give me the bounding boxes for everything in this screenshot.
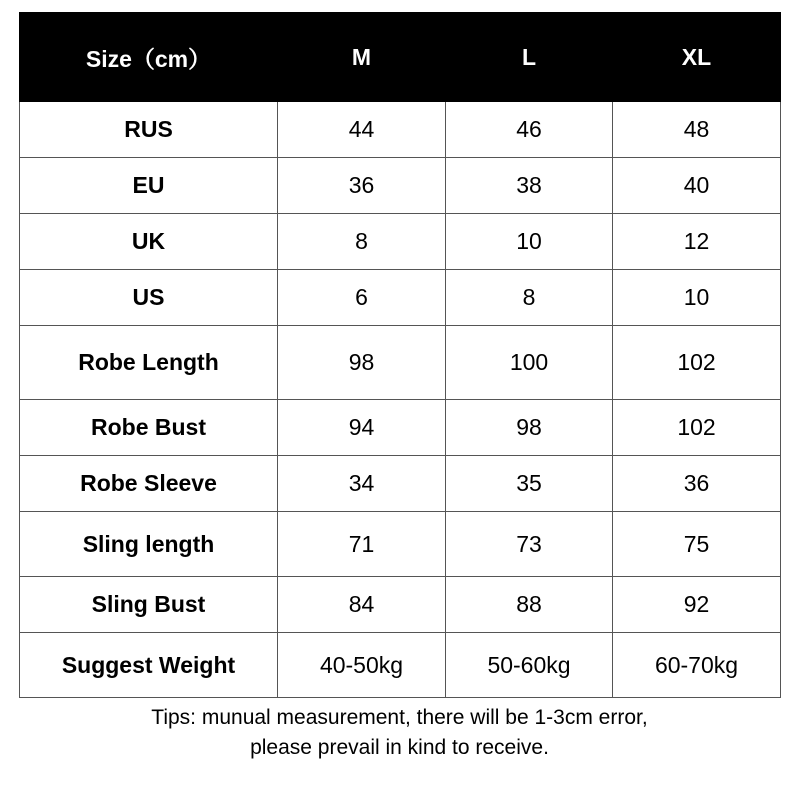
header-size-cm: Size（cm） — [20, 13, 278, 102]
table-cell: 102 — [613, 326, 781, 400]
table-cell: 50-60kg — [446, 633, 613, 698]
row-label-robe-sleeve: Robe Sleeve — [20, 456, 278, 512]
table-cell: 8 — [278, 214, 446, 270]
table-row — [20, 400, 781, 456]
header-size-l: L — [446, 13, 613, 102]
table-cell: 35 — [446, 456, 613, 512]
row-label-uk: UK — [20, 214, 278, 270]
table-cell: 10 — [613, 270, 781, 326]
table-row — [20, 270, 781, 326]
header-size-xl: XL — [613, 13, 781, 102]
table-cell: 92 — [613, 577, 781, 633]
table-cell: 71 — [278, 512, 446, 577]
table-cell: 48 — [613, 102, 781, 158]
table-cell: 36 — [613, 456, 781, 512]
row-label-robe-length: Robe Length — [20, 326, 278, 400]
table-cell: 94 — [278, 400, 446, 456]
table-cell: 44 — [278, 102, 446, 158]
size-chart-table — [19, 12, 781, 698]
table-cell: 100 — [446, 326, 613, 400]
row-label-sling-bust: Sling Bust — [20, 577, 278, 633]
row-label-sling-length: Sling length — [20, 512, 278, 577]
table-cell: 102 — [613, 400, 781, 456]
table-cell: 12 — [613, 214, 781, 270]
table-cell: 40-50kg — [278, 633, 446, 698]
table-cell: 46 — [446, 102, 613, 158]
table-header-row — [20, 13, 781, 102]
table-cell: 36 — [278, 158, 446, 214]
table-cell: 6 — [278, 270, 446, 326]
table-cell: 10 — [446, 214, 613, 270]
table-row — [20, 102, 781, 158]
table-cell: 84 — [278, 577, 446, 633]
table-cell: 8 — [446, 270, 613, 326]
measurement-tips — [19, 703, 780, 763]
table-cell: 34 — [278, 456, 446, 512]
table-row — [20, 456, 781, 512]
table-cell: 98 — [446, 400, 613, 456]
table-cell: 88 — [446, 577, 613, 633]
row-label-us: US — [20, 270, 278, 326]
table-cell: 75 — [613, 512, 781, 577]
table-cell: 98 — [278, 326, 446, 400]
table-row — [20, 214, 781, 270]
table-row — [20, 326, 781, 400]
table-cell: 40 — [613, 158, 781, 214]
row-label-robe-bust: Robe Bust — [20, 400, 278, 456]
table-row — [20, 633, 781, 698]
row-label-rus: RUS — [20, 102, 278, 158]
header-size-m: M — [278, 13, 446, 102]
table-cell: 38 — [446, 158, 613, 214]
table-row — [20, 577, 781, 633]
table-row — [20, 512, 781, 577]
tips-line-2: please prevail in kind to receive. — [250, 736, 549, 759]
row-label-suggest-weight: Suggest Weight — [20, 633, 278, 698]
tips-line-1: Tips: munual measurement, there will be 1-3cm error, — [151, 706, 648, 729]
table-cell: 73 — [446, 512, 613, 577]
table-row — [20, 158, 781, 214]
row-label-eu: EU — [20, 158, 278, 214]
table-cell: 60-70kg — [613, 633, 781, 698]
